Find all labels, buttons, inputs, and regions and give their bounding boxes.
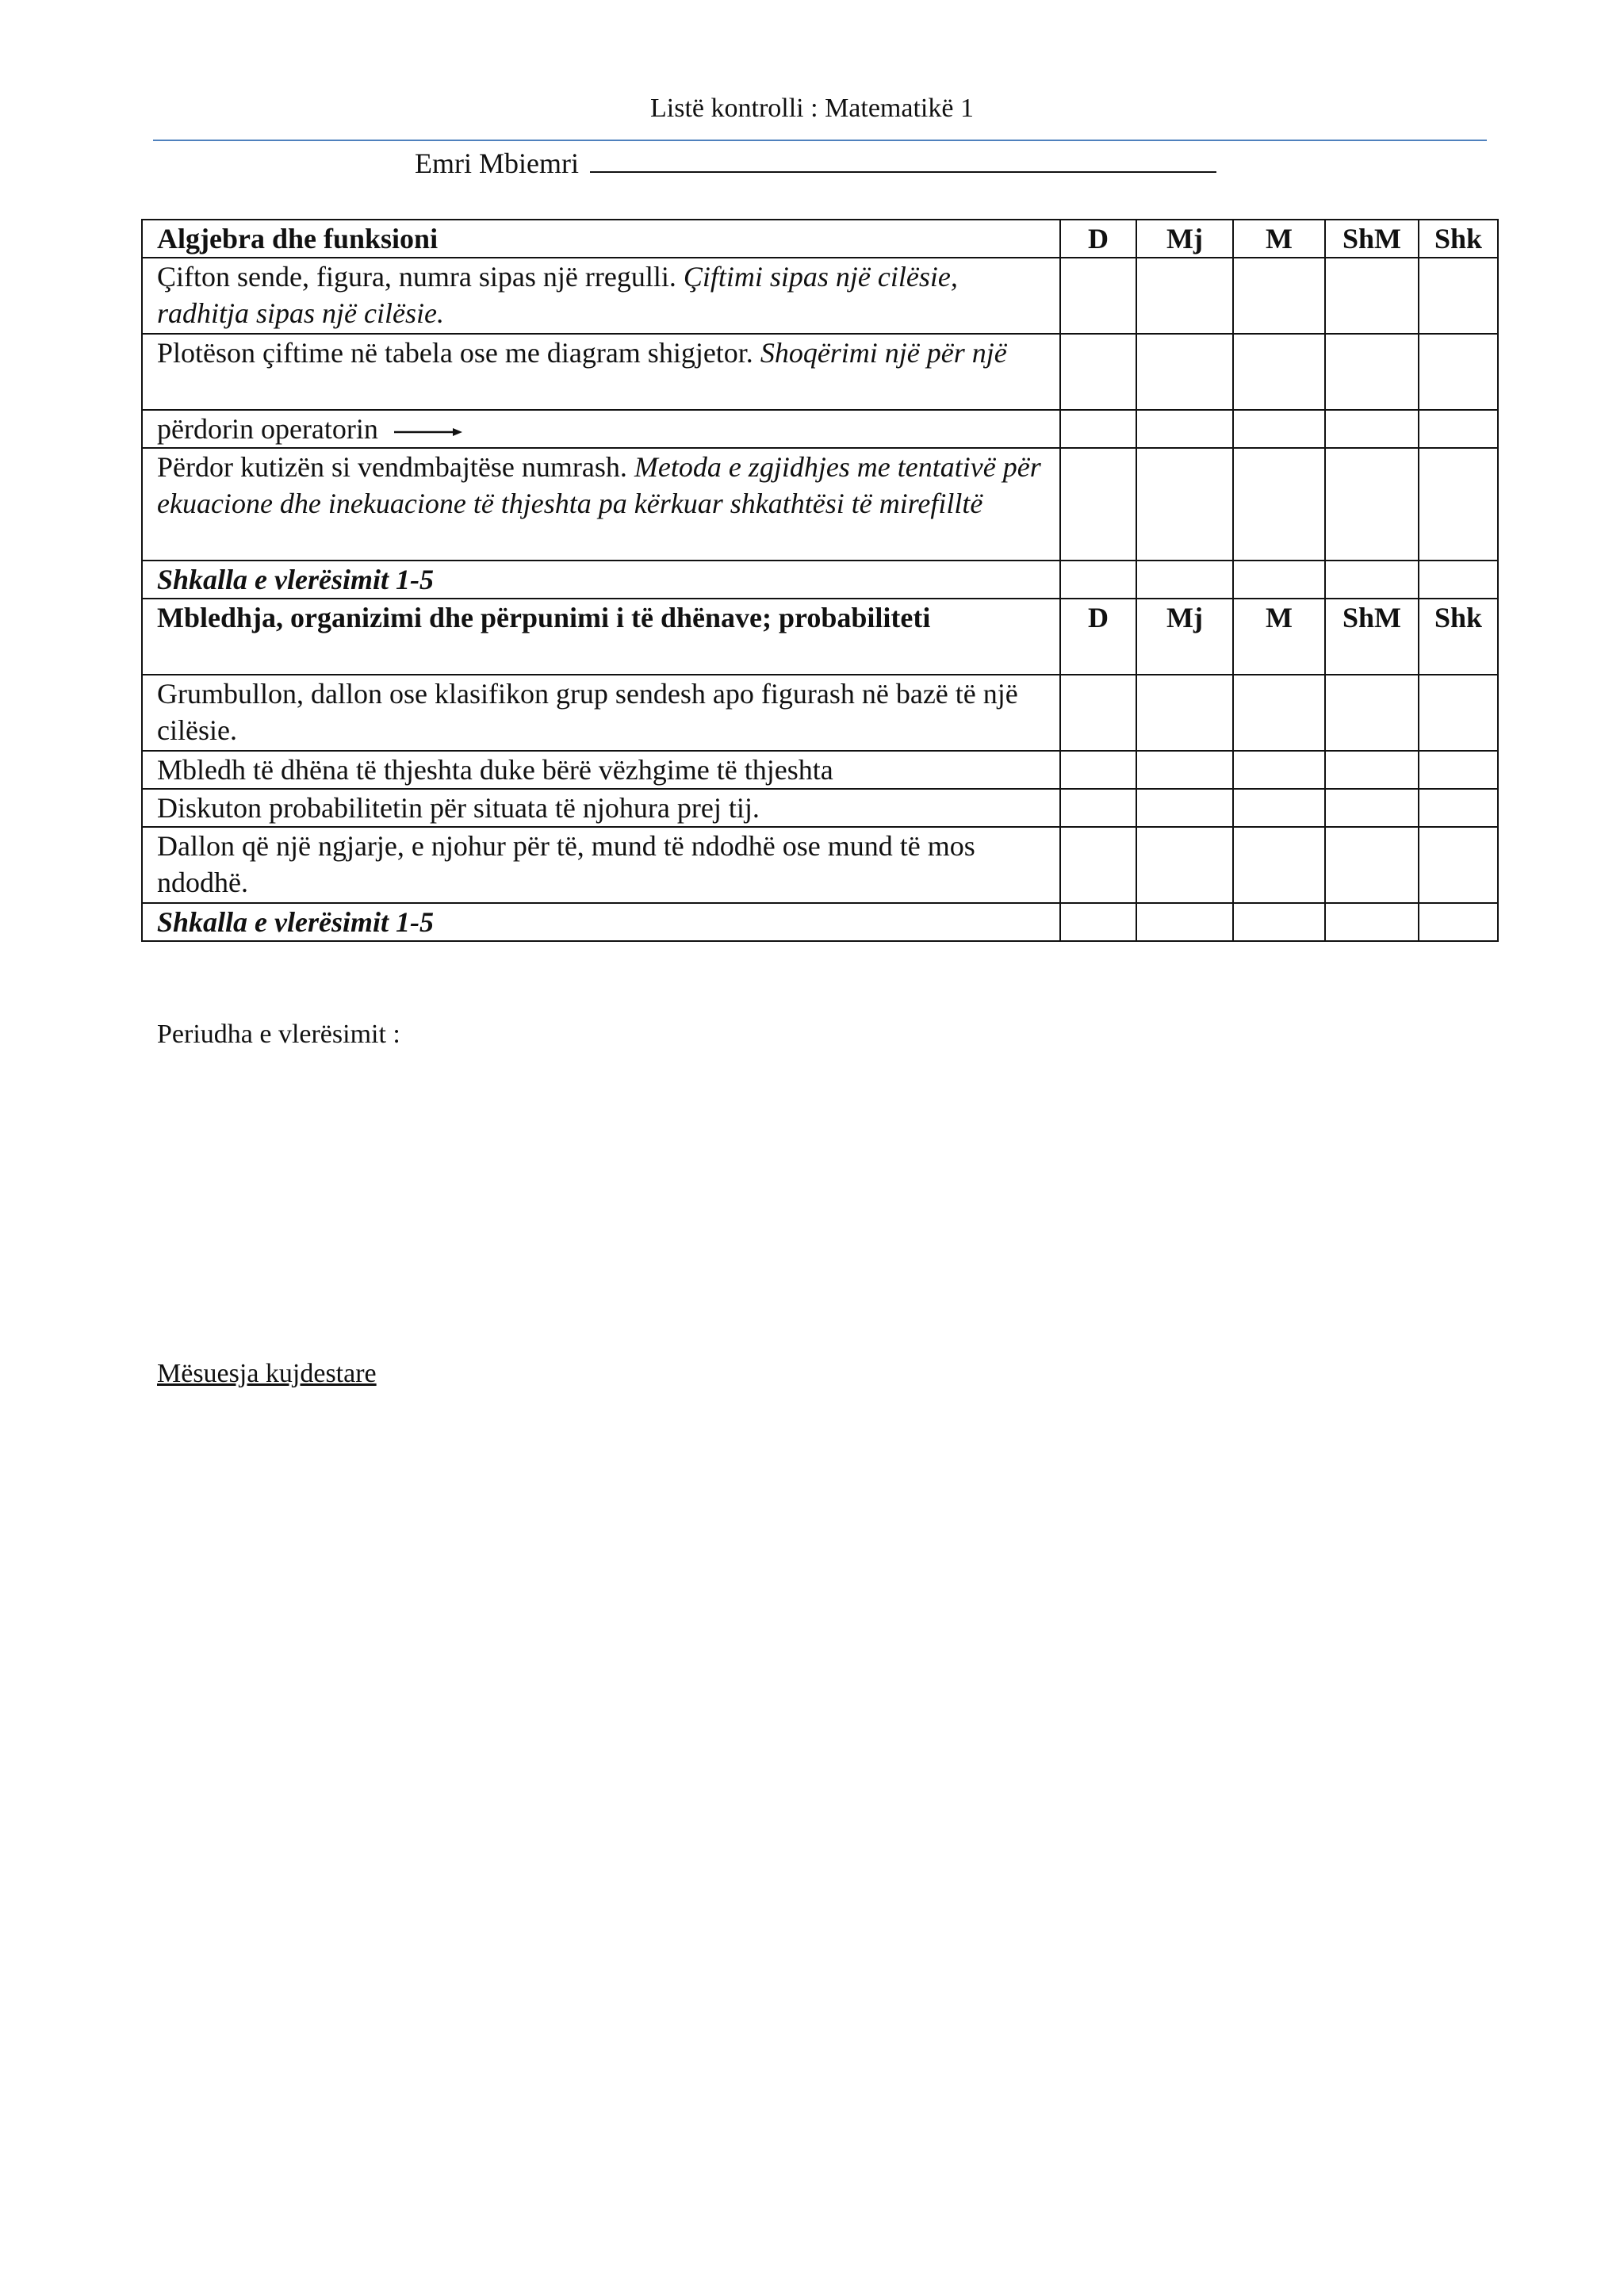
rating-cell-mj[interactable] [1136,903,1233,941]
rating-cell-mj[interactable] [1136,675,1233,751]
column-header-mj: Mj [1136,220,1233,258]
rating-cell-d[interactable] [1060,561,1136,599]
rating-cell-mj[interactable] [1136,827,1233,903]
criterion-note: Metoda e zgjidhjes me tentativë për ekuacione dhe inekuacione të thjeshta pa kërkuar shkathtësi të mirefilltë [157,451,1041,519]
criterion-note: Çiftimi sipas një cilësie, radhitja sipas një cilësie. [157,261,958,329]
column-header-shm: ShM [1325,220,1419,258]
teacher-signature-label: Mësuesja kujdestare [157,1359,377,1388]
column-header-mj: Mj [1136,599,1233,675]
rating-cell-shm[interactable] [1325,448,1419,561]
rating-cell-shm[interactable] [1325,789,1419,827]
rating-cell-d[interactable] [1060,827,1136,903]
rating-cell-m[interactable] [1233,448,1325,561]
rating-cell-shk[interactable] [1419,334,1498,410]
rating-cell-shk[interactable] [1419,751,1498,789]
column-header-shk: Shk [1419,599,1498,675]
rating-cell-mj[interactable] [1136,334,1233,410]
rating-cell-d[interactable] [1060,410,1136,448]
scale-row [142,561,1498,599]
rating-cell-shm[interactable] [1325,827,1419,903]
rating-cell-d[interactable] [1060,903,1136,941]
criterion-cell [142,334,1060,410]
arrow-right-icon [393,426,464,438]
rating-cell-m[interactable] [1233,827,1325,903]
checklist-table [141,219,1499,942]
column-header-d: D [1060,599,1136,675]
rating-cell-m[interactable] [1233,258,1325,334]
rating-cell-d[interactable] [1060,258,1136,334]
rating-cell-m[interactable] [1233,334,1325,410]
scale-row [142,903,1498,941]
rating-cell-mj[interactable] [1136,448,1233,561]
rating-cell-shk[interactable] [1419,903,1498,941]
name-blank-line [590,143,1216,173]
rating-cell-shm[interactable] [1325,334,1419,410]
rating-cell-shk[interactable] [1419,827,1498,903]
rating-cell-m[interactable] [1233,410,1325,448]
rating-cell-shk[interactable] [1419,789,1498,827]
rating-cell-m[interactable] [1233,561,1325,599]
rating-cell-d[interactable] [1060,334,1136,410]
rating-cell-d[interactable] [1060,751,1136,789]
column-header-m: M [1233,599,1325,675]
table-row [142,751,1498,789]
rating-cell-d[interactable] [1060,448,1136,561]
table-row [142,334,1498,410]
rating-cell-shk[interactable] [1419,675,1498,751]
rating-cell-shm[interactable] [1325,561,1419,599]
scale-label: Shkalla e vlerësimit 1-5 [142,903,1060,941]
section1-title: Algjebra dhe funksioni [142,220,1060,258]
criterion-cell [142,410,1060,448]
column-header-m: M [1233,220,1325,258]
criterion-text: Çifton sende, figura, numra sipas një rregulli. [157,261,684,293]
rating-cell-m[interactable] [1233,751,1325,789]
rating-cell-d[interactable] [1060,675,1136,751]
rating-cell-shk[interactable] [1419,448,1498,561]
criterion-cell: Grumbullon, dallon ose klasifikon grup sendesh apo figurash në bazë të një cilësie. [142,675,1060,751]
table-row [142,258,1498,334]
table-row [142,675,1498,751]
criterion-cell: Mbledh të dhëna të thjeshta duke bërë vëzhgime të thjeshta [142,751,1060,789]
rating-cell-m[interactable] [1233,903,1325,941]
rating-cell-m[interactable] [1233,675,1325,751]
rating-cell-shm[interactable] [1325,410,1419,448]
rating-cell-shk[interactable] [1419,561,1498,599]
rating-cell-shk[interactable] [1419,410,1498,448]
criterion-cell: Diskuton probabilitetin për situata të njohura prej tij. [142,789,1060,827]
rating-cell-mj[interactable] [1136,789,1233,827]
column-header-shm: ShM [1325,599,1419,675]
criterion-cell [142,258,1060,334]
criterion-note: Shoqërimi një për një [760,337,1007,369]
rating-cell-mj[interactable] [1136,410,1233,448]
rating-cell-shm[interactable] [1325,751,1419,789]
name-line [415,143,1216,180]
assessment-period-label: Periudha e vlerësimit : [157,1020,400,1049]
rating-cell-shm[interactable] [1325,675,1419,751]
table-row [142,410,1498,448]
criterion-cell [142,448,1060,561]
criterion-text: Plotëson çiftime në tabela ose me diagram shigjetor. [157,337,760,369]
criterion-cell: Dallon që një ngjarje, e njohur për të, mund të ndodhë ose mund të mos ndodhë. [142,827,1060,903]
document-title: Listë kontrolli : Matematikë 1 [650,94,974,123]
rating-cell-shm[interactable] [1325,258,1419,334]
rating-cell-m[interactable] [1233,789,1325,827]
section2-title: Mbledhja, organizimi dhe përpunimi i të dhënave; probabiliteti [142,599,1060,675]
rating-cell-shm[interactable] [1325,903,1419,941]
section1-header-row [142,220,1498,258]
rating-cell-mj[interactable] [1136,751,1233,789]
rating-cell-mj[interactable] [1136,258,1233,334]
criterion-text: përdorin operatorin [157,413,378,445]
table-row [142,789,1498,827]
rating-cell-shk[interactable] [1419,258,1498,334]
name-label: Emri Mbiemri [415,147,579,179]
criterion-text: Përdor kutizën si vendmbajtëse numrash. [157,451,634,483]
table-row [142,448,1498,561]
header-rule [153,140,1487,141]
rating-cell-mj[interactable] [1136,561,1233,599]
table-row [142,827,1498,903]
rating-cell-d[interactable] [1060,789,1136,827]
section2-header-row [142,599,1498,675]
scale-label: Shkalla e vlerësimit 1-5 [142,561,1060,599]
column-header-shk: Shk [1419,220,1498,258]
column-header-d: D [1060,220,1136,258]
